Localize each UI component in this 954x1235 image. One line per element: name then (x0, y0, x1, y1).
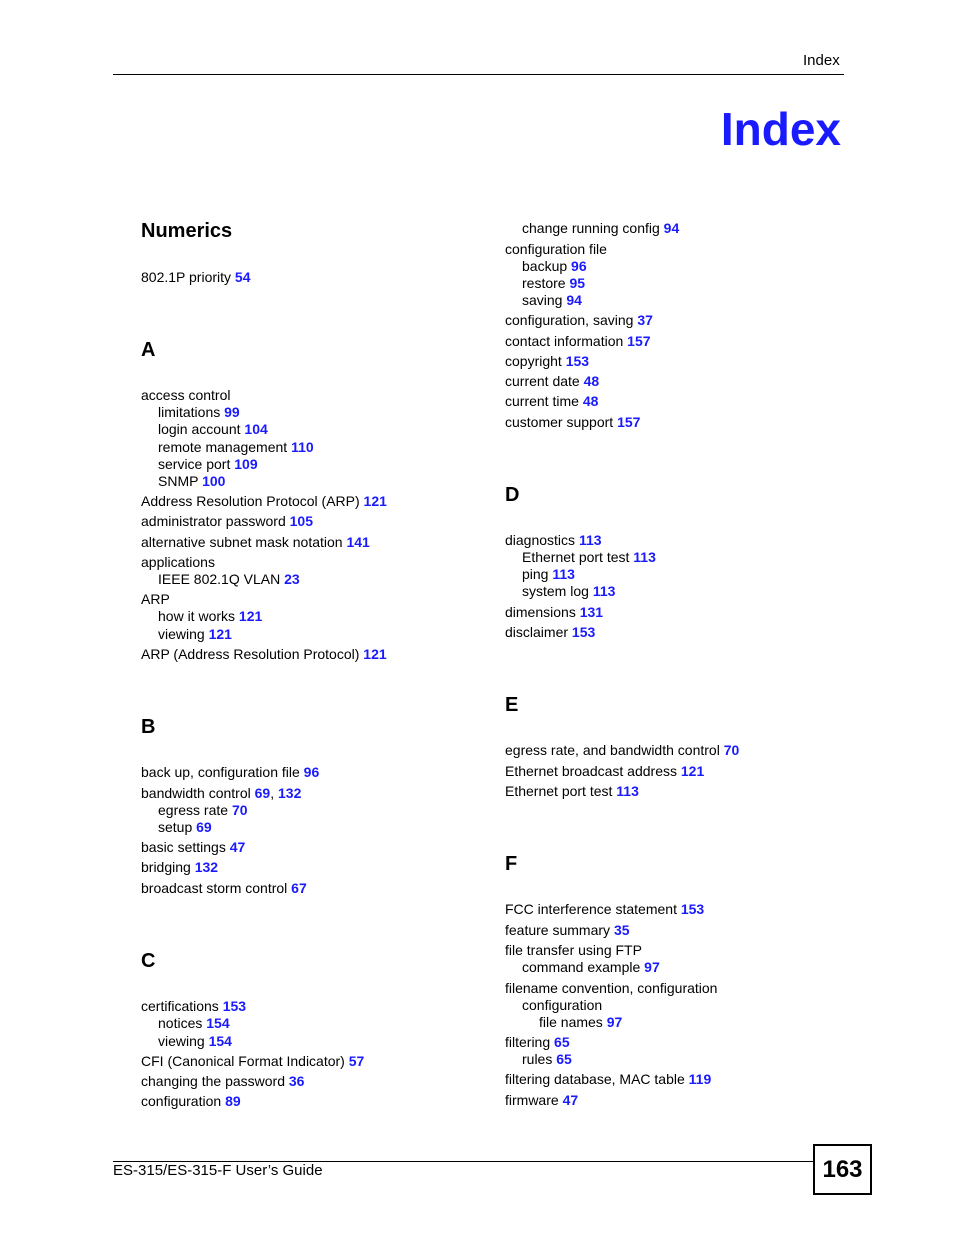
page-link[interactable]: 37 (637, 312, 653, 328)
page-number: 163 (813, 1144, 872, 1195)
index-entry: configuration, saving 37 (505, 312, 653, 328)
index-entry: broadcast storm control 67 (141, 880, 307, 896)
index-entry: dimensions 131 (505, 604, 604, 620)
index-subentry: backup 96 (522, 258, 587, 274)
page-link[interactable]: 153 (571, 624, 596, 640)
index-entry: diagnostics 113 (505, 532, 602, 548)
index-entry: configuration 89 (141, 1093, 241, 1109)
index-entry: alternative subnet mask notation 141 (141, 534, 370, 550)
index-entry: Ethernet port test 113 (505, 783, 639, 799)
page-link[interactable]: 65 (556, 1051, 572, 1067)
page-link[interactable]: 131 (579, 604, 604, 620)
page-link[interactable]: 36 (288, 1073, 305, 1089)
page-link[interactable]: 113 (592, 583, 616, 599)
index-entry: access control (141, 387, 231, 403)
page-link[interactable]: 94 (566, 292, 582, 308)
page-link[interactable]: 105 (289, 513, 313, 529)
index-entry: file transfer using FTP (505, 942, 642, 958)
page-link[interactable]: 157 (617, 414, 641, 430)
index-subentry: system log 113 (522, 583, 616, 599)
page-link[interactable]: 67 (291, 880, 307, 896)
index-entry: copyright 153 (505, 353, 590, 369)
index-entry: customer support 157 (505, 414, 641, 430)
index-subsubentry: file names 97 (539, 1014, 623, 1030)
section-heading-f: F (505, 853, 518, 875)
index-entry: contact information 157 (505, 333, 651, 349)
index-subentry: saving 94 (522, 292, 582, 308)
section-heading-a: A (141, 339, 156, 361)
page-link[interactable]: 132 (278, 785, 302, 801)
index-subentry: viewing 154 (158, 1033, 232, 1049)
page-link[interactable]: 110 (291, 439, 314, 455)
index-subentry: SNMP 100 (158, 473, 226, 489)
index-entry: FCC interference statement 153 (505, 901, 705, 917)
index-subentry: Ethernet port test 113 (522, 549, 656, 565)
index-subentry: remote management 110 (158, 439, 314, 455)
page-link[interactable]: 23 (284, 571, 300, 587)
page-link[interactable]: 121 (208, 626, 232, 642)
index-entry: certifications 153 (141, 998, 247, 1014)
index-entry: bridging 132 (141, 859, 219, 875)
index-subentry: viewing 121 (158, 626, 232, 642)
page-link[interactable]: 89 (225, 1093, 241, 1109)
page-link[interactable]: 141 (346, 534, 370, 550)
running-header: Index (803, 52, 840, 69)
index-entry: configuration file (505, 241, 607, 257)
index-entry: current date 48 (505, 373, 600, 389)
index-subentry: configuration (522, 997, 603, 1013)
index-entry: 802.1P priority 54 (141, 269, 251, 285)
index-entry: CFI (Canonical Format Indicator) 57 (141, 1053, 365, 1069)
page-title: Index (720, 103, 841, 155)
page-link[interactable]: 113 (578, 532, 602, 548)
page-link[interactable]: 153 (565, 353, 590, 369)
page-link[interactable]: 94 (663, 220, 680, 236)
page-link[interactable]: 113 (633, 549, 656, 565)
page-link[interactable]: 154 (208, 1033, 232, 1049)
page-link[interactable]: 157 (627, 333, 651, 349)
index-entry: filtering database, MAC table 119 (505, 1071, 712, 1087)
page-link[interactable]: 47 (562, 1092, 579, 1108)
index-subentry: notices 154 (158, 1015, 230, 1031)
section-heading-b: B (141, 716, 156, 738)
page-link[interactable]: 69 (196, 819, 212, 835)
index-entry: basic settings 47 (141, 839, 246, 855)
index-entry: egress rate, and bandwidth control 70 (505, 742, 740, 758)
page-link[interactable]: 109 (234, 456, 258, 472)
page-link[interactable]: 132 (194, 859, 219, 875)
index-entry: disclaimer 153 (505, 624, 596, 640)
page-link[interactable]: 121 (363, 646, 387, 662)
index-subentry: egress rate 70 (158, 802, 248, 818)
index-entry: ARP (141, 591, 170, 607)
page-link[interactable]: 70 (723, 742, 740, 758)
footer-guide-title: ES-315/ES-315-F User’s Guide (113, 1162, 323, 1179)
index-subentry: how it works 121 (158, 608, 263, 624)
page-link[interactable]: 100 (202, 473, 226, 489)
page-link[interactable]: 121 (363, 493, 387, 509)
index-entry: administrator password 105 (141, 513, 313, 529)
index-entry: Address Resolution Protocol (ARP) 121 (141, 493, 387, 509)
page-link[interactable]: 97 (644, 959, 660, 975)
index-entry: current time 48 (505, 393, 599, 409)
section-heading-e: E (505, 694, 519, 716)
index-entry: applications (141, 554, 215, 570)
page-link[interactable]: 119 (688, 1071, 712, 1087)
page-link[interactable]: 54 (234, 269, 251, 285)
index-subentry: ping 113 (522, 566, 575, 582)
page-link[interactable]: 70 (231, 802, 248, 818)
page-link[interactable]: 97 (606, 1014, 623, 1030)
page-link[interactable]: 99 (224, 404, 240, 420)
index-entry: back up, configuration file 96 (141, 764, 320, 780)
page-link[interactable]: 153 (222, 998, 247, 1014)
index-subentry: IEEE 802.1Q VLAN 23 (158, 571, 300, 587)
section-heading-numerics: Numerics (141, 220, 233, 242)
index-entry: filtering 65 (505, 1034, 570, 1050)
page-link[interactable]: 153 (680, 901, 705, 917)
index-entry: changing the password 36 (141, 1073, 305, 1089)
index-entry: filename convention, configuration (505, 980, 718, 996)
index-subentry: login account 104 (158, 421, 268, 437)
section-heading-c: C (141, 950, 156, 972)
header-rule (113, 74, 844, 75)
page-link[interactable]: 57 (348, 1053, 365, 1069)
page-link[interactable]: 104 (244, 421, 268, 437)
index-entry: ARP (Address Resolution Protocol) 121 (141, 646, 387, 662)
page-link[interactable]: 154 (206, 1015, 230, 1031)
index-entry: Ethernet broadcast address 121 (505, 763, 705, 779)
page-link[interactable]: 69 (254, 785, 271, 801)
page-link[interactable]: 96 (303, 764, 320, 780)
page-link[interactable]: 95 (569, 275, 586, 291)
index-subentry: restore 95 (522, 275, 586, 291)
page-link[interactable]: 121 (238, 608, 263, 624)
page-link[interactable]: 113 (552, 566, 575, 582)
page-link[interactable]: 48 (582, 393, 599, 409)
page-link[interactable]: 47 (229, 839, 246, 855)
index-subentry: command example 97 (522, 959, 660, 975)
index-subentry: setup 69 (158, 819, 212, 835)
index-subentry: change running config 94 (522, 220, 680, 236)
section-heading-d: D (505, 484, 520, 506)
index-entry: bandwidth control 69, 132 (141, 785, 302, 801)
page-link[interactable]: 48 (583, 373, 600, 389)
index-subentry: service port 109 (158, 456, 258, 472)
page-link[interactable]: 35 (613, 922, 630, 938)
page-link[interactable]: 121 (680, 763, 705, 779)
page-link[interactable]: 113 (616, 783, 639, 799)
index-subentry: limitations 99 (158, 404, 240, 420)
index-entry: feature summary 35 (505, 922, 630, 938)
index-entry: firmware 47 (505, 1092, 579, 1108)
page-link[interactable]: 65 (554, 1034, 570, 1050)
page-link[interactable]: 96 (571, 258, 587, 274)
index-subentry: rules 65 (522, 1051, 572, 1067)
